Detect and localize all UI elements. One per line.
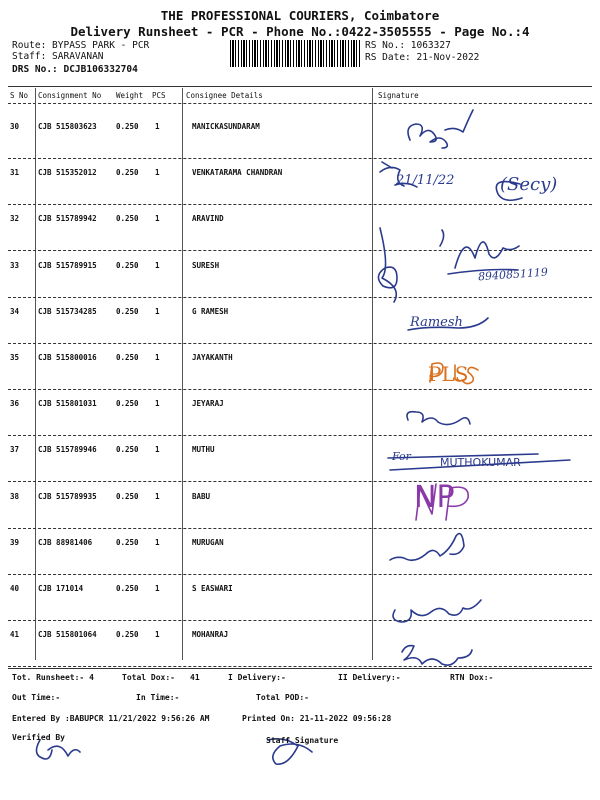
signature-row41 (402, 646, 472, 666)
rs-date: RS Date: 21-Nov-2022 (365, 52, 480, 63)
cell-consignee: ARAVIND (192, 214, 224, 224)
cell-pcs: 1 (155, 214, 160, 224)
in-time: In Time:- (136, 693, 180, 702)
cell-weight: 0.250 (116, 445, 139, 455)
cell-sno: 40 (10, 584, 20, 593)
cell-consignee: MOHANRAJ (192, 630, 229, 640)
cell-consignee: MURUGAN (192, 537, 224, 547)
tot-runsheet: Tot. Runsheet:- 4 (12, 673, 94, 682)
handwritten-date: 21/11/22 (396, 173, 455, 188)
cell-sno: 39 (10, 537, 20, 547)
cell-consignment: CJB 515789942 (38, 214, 97, 224)
total-dox-value: 41 (190, 673, 200, 682)
cell-consignee: G RAMESH (192, 306, 229, 316)
cell-sno: 31 (10, 168, 20, 178)
cell-pcs: 1 (155, 122, 160, 131)
cell-sno: 38 (10, 491, 20, 501)
cell-consignee: MANICKASUNDARAM (192, 122, 260, 131)
col-weight: Weight (116, 91, 144, 100)
col-consignment: Consignment No (38, 91, 102, 100)
handwritten-ramesh: Ramesh (410, 315, 463, 330)
cell-pcs: 1 (155, 537, 160, 547)
cell-consignment: CJB 515801031 (38, 399, 97, 409)
col-signature: Signature (378, 91, 419, 100)
cell-pcs: 1 (155, 306, 160, 316)
cell-weight: 0.250 (116, 584, 139, 593)
cell-consignee: SURESH (192, 260, 220, 270)
printed-on: Printed On: 21-11-2022 09:56:28 (242, 714, 392, 723)
cell-consignment: CJB 515352012 (38, 168, 97, 178)
cell-sno: 41 (10, 630, 20, 640)
cell-pcs: 1 (155, 445, 160, 455)
total-dox-label: Total Dox:- (122, 673, 175, 682)
handwritten-muthukumar: MUTHOKUMAR (440, 456, 521, 469)
col-consignee: Consignee Details (186, 91, 263, 100)
cell-sno: 32 (10, 214, 20, 224)
cell-weight: 0.250 (116, 630, 139, 640)
cell-sno: 35 (10, 353, 20, 362)
signature-row40 (393, 600, 481, 622)
cell-sno: 37 (10, 445, 20, 455)
handwritten-phone: 8940851119 (477, 265, 549, 284)
footer-rule (8, 668, 592, 669)
col-pcs: PCS (152, 91, 166, 100)
cell-consignee: MUTHU (192, 445, 215, 455)
cell-consignment: CJB 515801064 (38, 630, 97, 640)
cell-consignee: VENKATARAMA CHANDRAN (192, 168, 283, 178)
handwritten-pls: PLS (428, 362, 469, 386)
cell-weight: 0.250 (116, 214, 139, 224)
col-sno: S No (10, 91, 29, 100)
cell-consignment: CJB 515803623 (38, 122, 97, 131)
cell-consignment: CJB 515734285 (38, 306, 97, 316)
total-pod: Total POD:- (256, 693, 309, 702)
handwritten-note: (Secy) (500, 174, 558, 195)
cell-sno: 36 (10, 399, 20, 409)
cell-weight: 0.250 (116, 353, 139, 362)
cell-weight: 0.250 (116, 399, 139, 409)
cell-consignee: BABU (192, 491, 211, 501)
cell-sno: 33 (10, 260, 20, 270)
cell-pcs: 1 (155, 353, 160, 362)
cell-pcs: 1 (155, 168, 160, 178)
cell-pcs: 1 (155, 630, 160, 640)
verified-by: Verified By (12, 733, 65, 742)
runsheet-subtitle: Delivery Runsheet - PCR - Phone No.:0422-3505555 - Page No.:4 (70, 24, 530, 39)
cell-pcs: 1 (155, 260, 160, 270)
handwritten-np: NP (414, 480, 455, 515)
staff-label: Staff: SARAVANAN (12, 51, 104, 62)
drs-number: DRS No.: DCJB106332704 (12, 64, 138, 75)
cell-consignee: JEYARAJ (192, 399, 224, 409)
cell-pcs: 1 (155, 584, 160, 593)
cell-weight: 0.250 (116, 122, 139, 131)
cell-consignment: CJB 88981406 (38, 537, 93, 547)
cell-weight: 0.250 (116, 537, 139, 547)
company-title: THE PROFESSIONAL COURIERS, Coimbatore (160, 8, 440, 23)
rtn-dox: RTN Dox:- (450, 673, 494, 682)
cell-consignment: CJB 515789915 (38, 260, 97, 270)
cell-sno: 30 (10, 122, 20, 131)
cell-pcs: 1 (155, 399, 160, 409)
entered-by: Entered By :BABUPCR 11/21/2022 9:56:26 AM (12, 714, 210, 723)
cell-weight: 0.250 (116, 260, 139, 270)
staff-signature-label: Staff Signature (266, 736, 339, 745)
cell-consignment: CJB 515800016 (38, 353, 97, 362)
cell-pcs: 1 (155, 491, 160, 501)
signature-row30 (408, 110, 473, 148)
ii-delivery: II Delivery:- (338, 673, 401, 682)
signature-row39 (390, 534, 464, 561)
signature-row32 (378, 228, 397, 302)
cell-weight: 0.250 (116, 168, 139, 178)
rs-number: RS No.: 1063327 (365, 40, 451, 51)
cell-consignment: CJB 515789935 (38, 491, 97, 501)
cell-weight: 0.250 (116, 306, 139, 316)
out-time: Out Time:- (12, 693, 61, 702)
cell-sno: 34 (10, 306, 20, 316)
verified-by-signature (36, 740, 80, 759)
cell-consignment: CJB 515789946 (38, 445, 97, 455)
cell-weight: 0.250 (116, 491, 139, 501)
i-delivery: I Delivery:- (228, 673, 286, 682)
handwritten-for: For (392, 450, 411, 463)
cell-consignee: S EASWARI (192, 584, 233, 593)
cell-consignment: CJB 171014 (38, 584, 84, 593)
signature-row36 (407, 412, 470, 425)
cell-consignee: JAYAKANTH (192, 353, 233, 362)
route-label: Route: BYPASS PARK - PCR (12, 40, 150, 51)
